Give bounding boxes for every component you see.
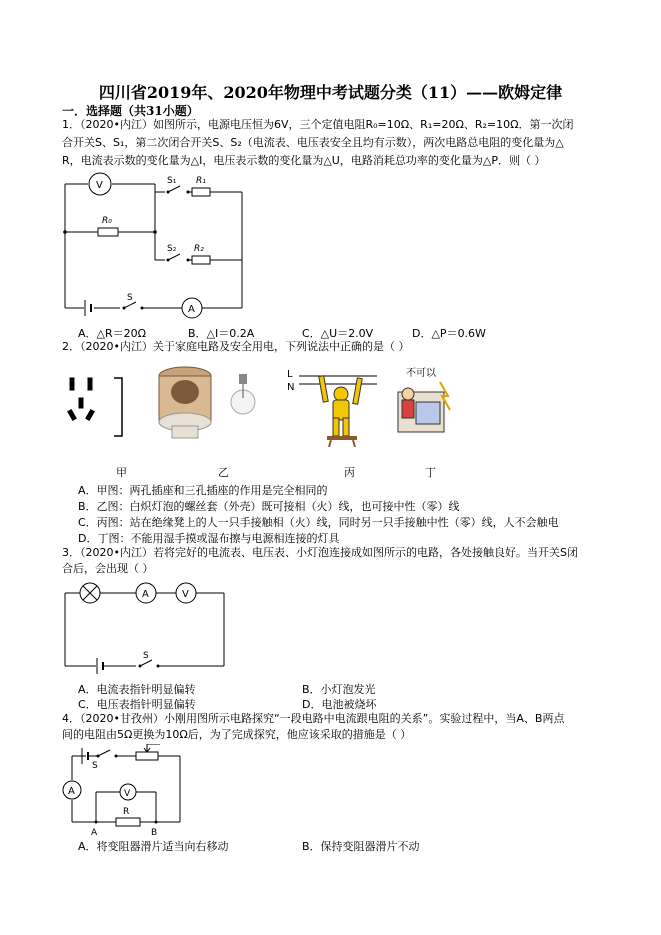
q1-r0-label: R₀: [102, 216, 112, 226]
q2-caption-yi: 乙: [218, 466, 229, 479]
q2-figure-bulb: [228, 372, 258, 432]
q4-circuit-diagram: [60, 744, 190, 840]
q2-caption-jia: 甲: [116, 466, 127, 479]
q4-option-a: A．将变阻器滑片适当向右移动: [78, 840, 229, 853]
q4-switch-label: S: [92, 761, 98, 771]
q2-figure-ding-cartoon: [392, 362, 462, 447]
q4-line-1: 4．（2020•甘孜州）小刚用图所示电路探究“一段电路中电流跟电阻的关系”。实验过程中，当A、B两点: [62, 712, 565, 725]
q3-line-1: 3．（2020•内江）若将完好的电流表、电压表、小灯泡连接成如图所示的电路，各处接触良好。当开关S闭: [62, 546, 578, 559]
q4-point-b-label: B: [151, 828, 158, 838]
q2-n-label: N: [287, 382, 295, 393]
q1-voltmeter-label: V: [96, 180, 103, 191]
q4-voltmeter-label: V: [124, 789, 131, 799]
q1-option-a: A．△R＝20Ω: [78, 327, 147, 340]
q3-option-b: B．小灯泡发光: [302, 683, 376, 696]
q4-resistor-label: R: [123, 807, 130, 817]
q2-option-a: A．甲图：两孔插座和三孔插座的作用是完全相同的: [78, 484, 328, 497]
q3-line-2: 合后，会出现（ ）: [62, 562, 154, 575]
q2-option-c: C．丙图：站在绝缘凳上的人一只手接触相（火）线，同时另一只手接触中性（零）线，人不会触电: [78, 516, 559, 529]
q2-figure-yi-lamp-holder: [150, 362, 220, 442]
q1-line-3: R，电流表示数的变化量为△I，电压表示数的变化量为△U，电路消耗总功率的变化量为△P．则（ ）: [62, 154, 546, 167]
q4-line-2: 间的电阻由5Ω更换为10Ω后，为了完成探究，他应该采取的措施是（ ）: [62, 728, 412, 741]
q1-switch-s2-label: S₂: [167, 244, 177, 254]
q3-circuit-diagram: [60, 578, 232, 678]
q3-option-a: A．电流表指针明显偏转: [78, 683, 196, 696]
q1-option-c: C．△U＝2.0V: [302, 327, 374, 340]
q1-option-b: B．△I＝0.2A: [188, 327, 255, 340]
q3-ammeter-label: A: [142, 589, 149, 600]
page-title: 四川省2019年、2020年物理中考试题分类（11）——欧姆定律: [98, 83, 563, 102]
q2-option-b: B．乙图：白炽灯泡的螺丝套（外壳）既可接相（火）线，也可接中性（零）线: [78, 500, 460, 513]
q1-r1-label: R₁: [196, 176, 206, 186]
q1-switch-s1-label: S₁: [167, 176, 177, 186]
q3-voltmeter-label: V: [182, 589, 189, 600]
q3-switch-label: S: [143, 651, 149, 661]
q1-line-1: 1．（2020•内江）如图所示，电源电压恒为6V，三个定值电阻R₀=10Ω、R₁=20Ω、R₂=10Ω．第一次闭: [62, 118, 574, 131]
q4-point-a-label: A: [91, 828, 98, 838]
q2-figure-bing-person: [285, 362, 380, 447]
q2-line-1: 2．（2020•内江）关于家庭电路及安全用电，下列说法中正确的是（ ）: [62, 340, 410, 353]
q4-ammeter-label: A: [68, 786, 75, 797]
q2-caption-ding: 丁: [425, 466, 436, 479]
q3-option-d: D．电池被烧坏: [302, 698, 377, 711]
section-heading: 一．选择题（共31小题）: [62, 104, 199, 118]
q2-figure-jia-sockets: [66, 372, 136, 442]
q2-no-label: 不可以: [406, 368, 436, 379]
q3-option-c: C．电压表指针明显偏转: [78, 698, 196, 711]
q1-circuit-diagram: [60, 170, 250, 320]
q2-l-label: L: [287, 369, 293, 380]
q2-caption-bing: 丙: [344, 466, 355, 479]
q1-option-d: D．△P＝0.6W: [412, 327, 486, 340]
q1-line-2: 合开关S、S₁，第二次闭合开关S、S₂（电流表、电压表安全且均有示数），两次电路总电阻的变化量为△: [62, 136, 564, 149]
q1-switch-s-label: S: [127, 293, 133, 303]
q4-option-b: B．保持变阻器滑片不动: [302, 840, 420, 853]
q1-ammeter-label: A: [188, 304, 195, 315]
q1-r2-label: R₂: [194, 244, 204, 254]
q2-option-d: D．丁图：不能用湿手摸或湿布擦与电源相连接的灯具: [78, 532, 340, 545]
